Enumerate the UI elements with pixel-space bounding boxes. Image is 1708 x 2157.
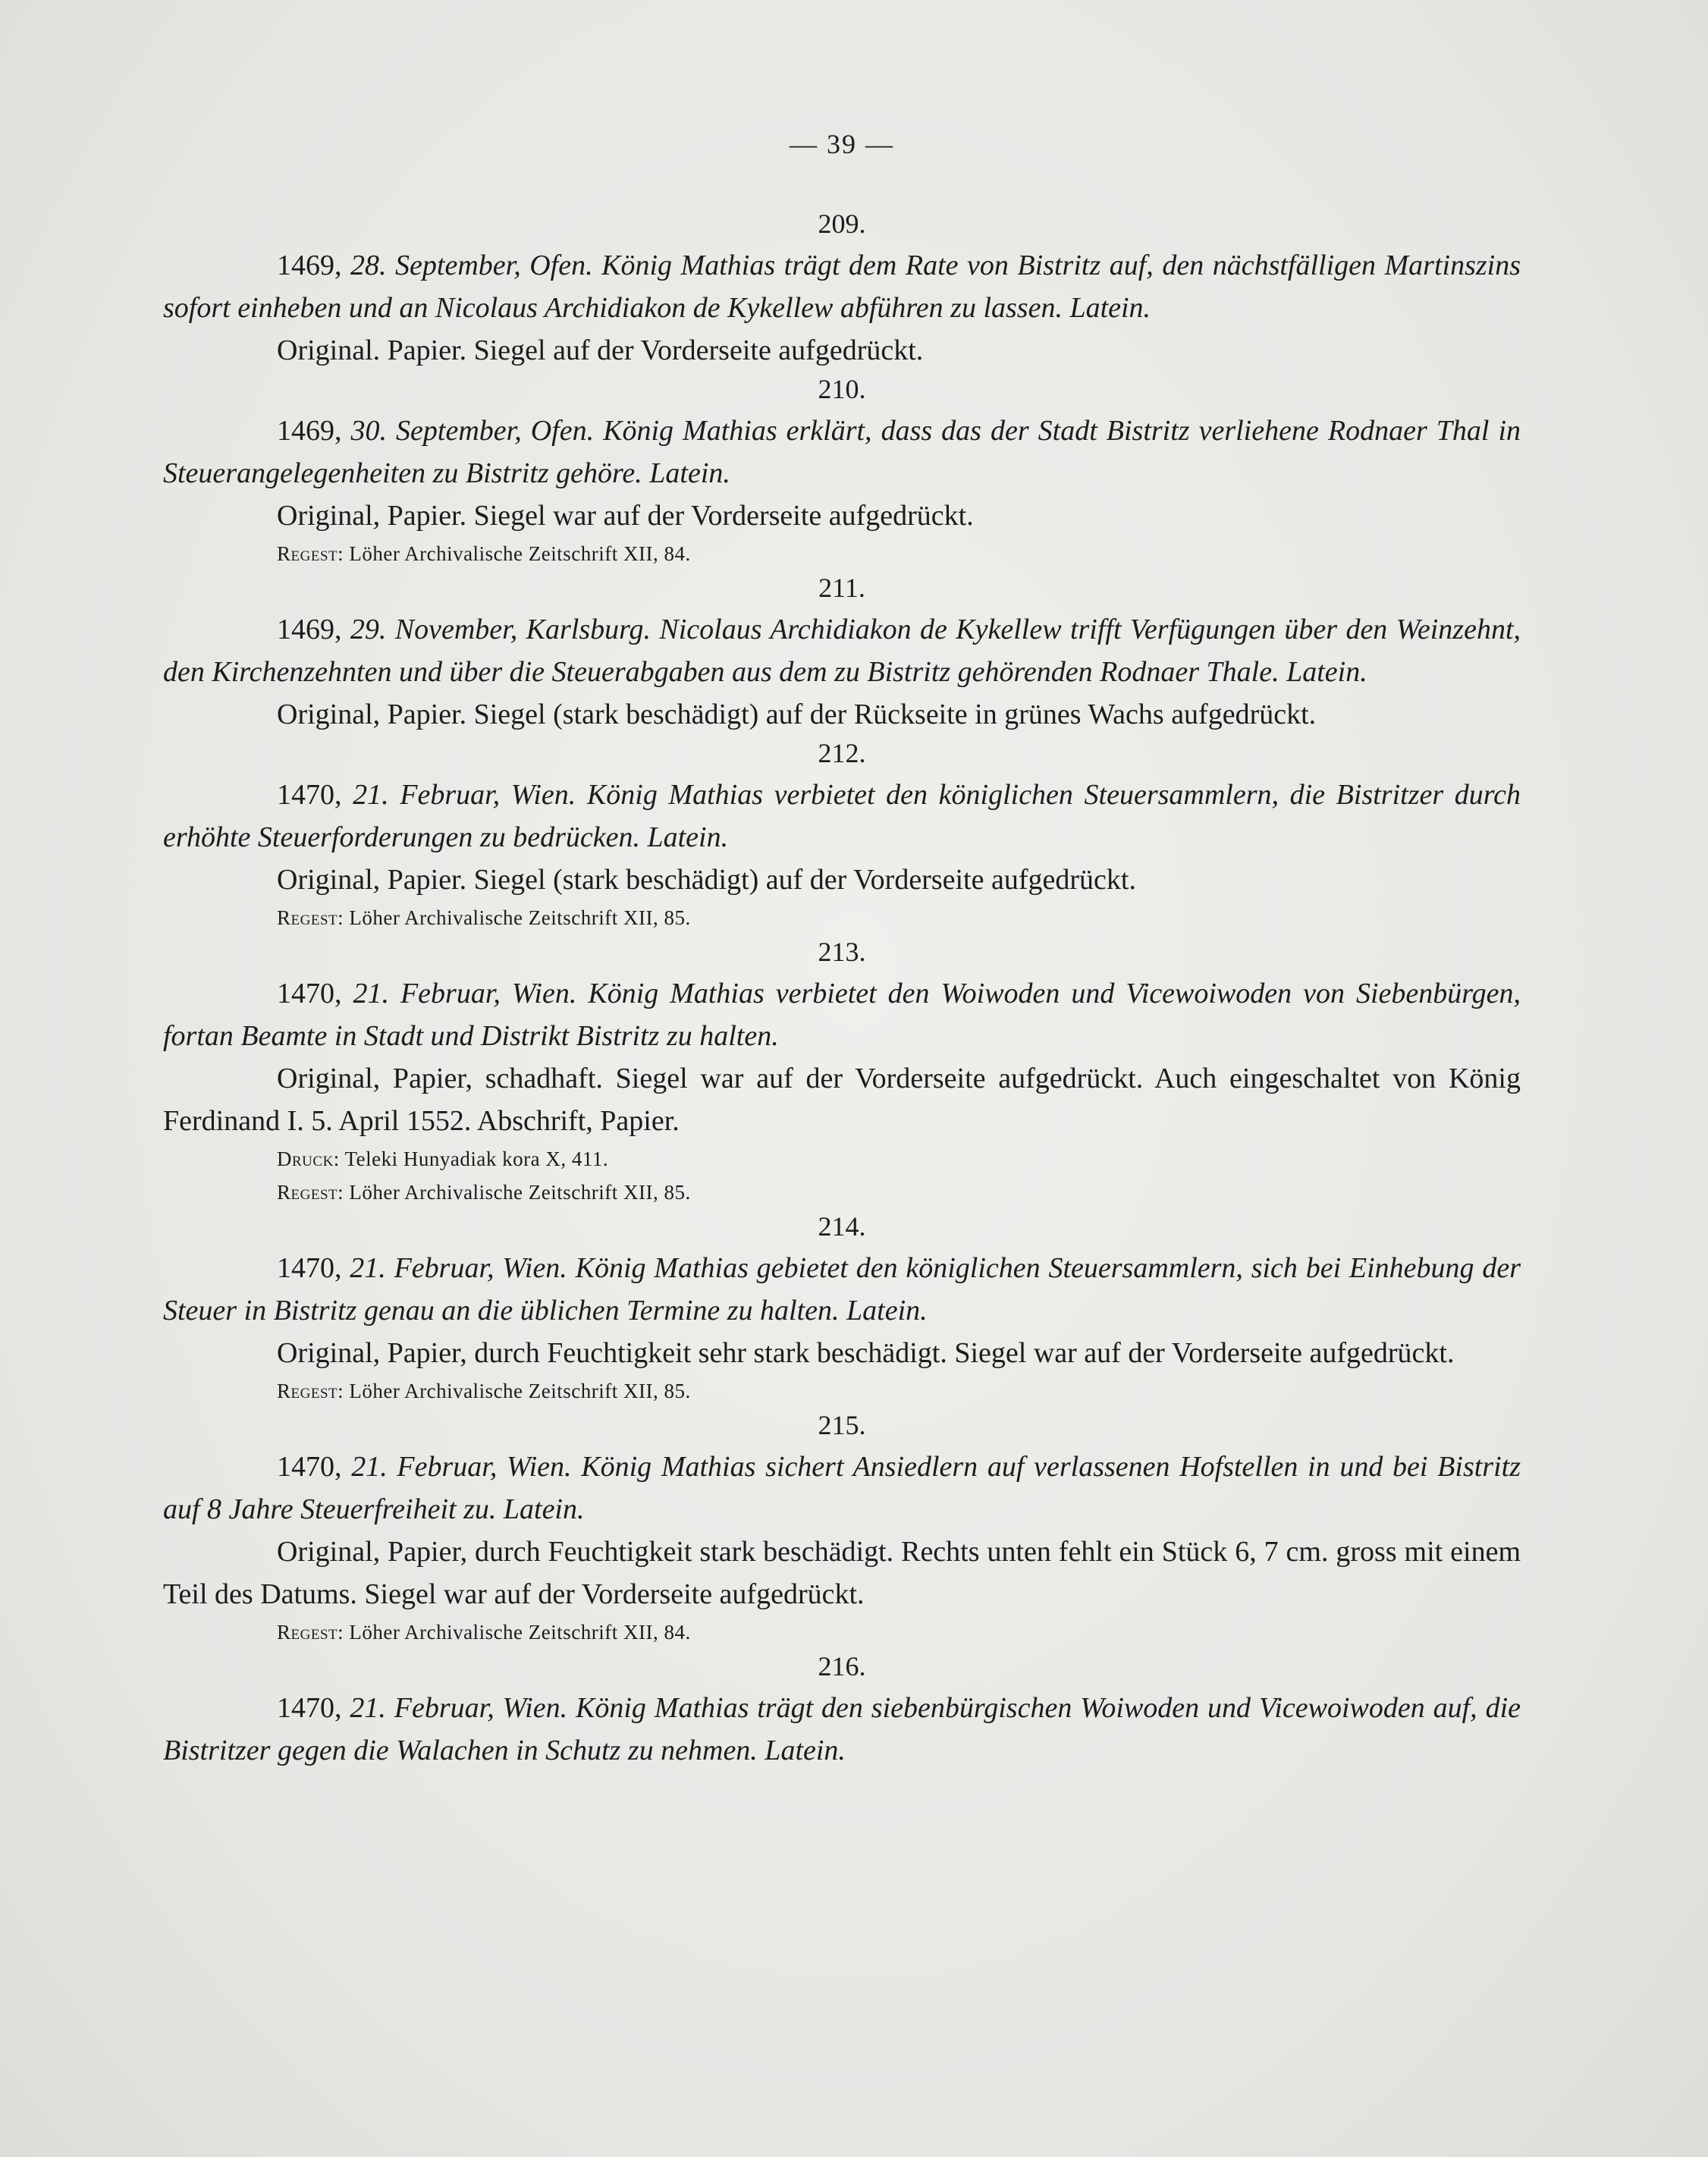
entry-number: 209. — [818, 209, 866, 239]
entry-reference — [163, 1374, 1521, 1408]
entry-year: 1470, — [277, 1451, 342, 1483]
entry-description — [163, 329, 1521, 372]
entry-regest — [163, 1446, 1521, 1531]
entry-text: König Mathias gebietet den königlichen Steuersammlern, sich bei Einhebung der Steuer in Bistritz genau an die üblichen Termine zu halten. Latein. — [163, 1252, 1521, 1327]
entry-description — [163, 1332, 1521, 1374]
entry-regest — [163, 1687, 1521, 1772]
entry-regest — [163, 774, 1521, 859]
entry-reference — [163, 1615, 1521, 1649]
entry-regest — [163, 972, 1521, 1057]
entry-regest — [163, 244, 1521, 329]
entry-text: König Mathias verbietet den königlichen Steuersammlern, die Bistritzer durch erhöhte Steuerforderungen zu bedrücken. Latein. — [163, 779, 1521, 853]
entry-number: 211. — [818, 573, 865, 603]
reference-label: Regest: — [277, 906, 344, 929]
entry-description-text: Original, Papier, durch Feuchtigkeit sehr stark beschädigt. Siegel war auf der Vorderseite aufgedrückt. — [277, 1337, 1455, 1369]
entry-year: 1469, — [277, 415, 342, 447]
entry-year: 1469, — [277, 614, 342, 645]
entry-date: 21. Februar, Wien. — [353, 779, 576, 811]
reference-label: Regest: — [277, 1181, 344, 1204]
entry-reference — [163, 537, 1521, 570]
entry-number: 214. — [818, 1211, 866, 1242]
entry-date: 21. Februar, Wien. — [350, 1692, 568, 1724]
entry-year: 1470, — [277, 1252, 342, 1284]
document-entry — [163, 1209, 1521, 1408]
entry-date: 21. Februar, Wien. — [351, 1451, 572, 1483]
entry-number: 213. — [818, 937, 866, 967]
document-entry — [163, 1649, 1521, 1772]
entry-description-text: Original, Papier, schadhaft. Siegel war auf der Vorderseite aufgedrückt. Auch eingeschaltet von König Ferdinand I. 5. April 1552. Abschrift, Papier. — [163, 1063, 1521, 1137]
entry-description-text: Original, Papier. Siegel (stark beschädigt) auf der Rückseite in grünes Wachs aufgedrückt. — [277, 699, 1317, 730]
entry-year: 1470, — [277, 978, 342, 1009]
reference-label: Regest: — [277, 1621, 344, 1644]
entry-date: 28. September, Ofen. — [350, 250, 593, 281]
reference-text: Löher Archivalische Zeitschrift XII, 84. — [349, 1621, 691, 1644]
entry-text: König Mathias trägt dem Rate von Bistritz auf, den nächstfälligen Martinszins sofort einheben und an Nicolaus Archidiakon de Kykellew abführen zu lassen. Latein. — [163, 250, 1521, 324]
entry-reference — [163, 901, 1521, 934]
entry-text: Nicolaus Archidiakon de Kykellew trifft Verfügungen über den Weinzehnt, den Kirchenzehnten und über die Steuerabgaben aus dem zu Bistritz gehörenden Rodnaer Thale. Latein. — [163, 614, 1521, 688]
document-entry — [163, 934, 1521, 1209]
entry-number: 210. — [818, 374, 866, 404]
document-entry — [163, 736, 1521, 934]
entry-regest — [163, 608, 1521, 693]
entries-list — [163, 206, 1521, 1772]
entry-date: 21. Februar, Wien. — [350, 1252, 567, 1284]
entry-year: 1469, — [277, 250, 342, 281]
reference-label: Regest: — [277, 542, 344, 565]
entry-description-text: Original, Papier. Siegel war auf der Vorderseite aufgedrückt. — [277, 500, 974, 532]
entry-regest — [163, 1247, 1521, 1332]
document-entry — [163, 372, 1521, 570]
reference-label: Regest: — [277, 1380, 344, 1402]
entry-reference — [163, 1142, 1521, 1176]
entry-number: 215. — [818, 1410, 866, 1440]
document-entry — [163, 570, 1521, 736]
entry-year: 1470, — [277, 779, 342, 811]
entry-description — [163, 1531, 1521, 1615]
entry-number: 212. — [818, 738, 866, 768]
entry-date: 21. Februar, Wien. — [353, 978, 577, 1009]
entry-date: 30. September, Ofen. — [350, 415, 595, 447]
reference-text: Löher Archivalische Zeitschrift XII, 84. — [349, 542, 691, 565]
entry-text: König Mathias erklärt, dass das der Stadt Bistritz verliehene Rodnaer Thal in Steuerangelegenheiten zu Bistritz gehöre. Latein. — [163, 415, 1521, 489]
entry-reference — [163, 1176, 1521, 1209]
entry-text: König Mathias sichert Ansiedlern auf verlassenen Hofstellen in und bei Bistritz auf 8 Jahre Steuerfreiheit zu. Latein. — [163, 1451, 1521, 1525]
entry-date: 29. November, Karlsburg. — [350, 614, 651, 645]
entry-year: 1470, — [277, 1692, 342, 1724]
page-content — [163, 127, 1521, 1772]
entry-description — [163, 693, 1521, 736]
entry-number: 216. — [818, 1651, 866, 1681]
reference-text: Teleki Hunyadiak kora X, 411. — [344, 1148, 609, 1170]
reference-text: Löher Archivalische Zeitschrift XII, 85. — [349, 1380, 691, 1402]
reference-label: Druck: — [277, 1148, 340, 1170]
entry-description — [163, 859, 1521, 901]
reference-text: Löher Archivalische Zeitschrift XII, 85. — [349, 1181, 691, 1204]
entry-regest — [163, 410, 1521, 495]
entry-description-text: Original. Papier. Siegel auf der Vorderseite aufgedrückt. — [277, 334, 924, 366]
entry-description-text: Original, Papier. Siegel (stark beschädigt) auf der Vorderseite aufgedrückt. — [277, 864, 1136, 896]
entry-text: König Mathias trägt den siebenbürgischen Woiwoden und Vicewoiwoden auf, die Bistritzer gegen die Walachen in Schutz zu nehmen. Latein. — [163, 1692, 1521, 1766]
entry-description — [163, 495, 1521, 537]
document-entry — [163, 206, 1521, 372]
entry-text: König Mathias verbietet den Woiwoden und Vicewoiwoden von Siebenbürgen, fortan Beamte in Stadt und Distrikt Bistritz zu halten. — [163, 978, 1521, 1052]
document-entry — [163, 1408, 1521, 1649]
reference-text: Löher Archivalische Zeitschrift XII, 85. — [349, 906, 691, 929]
entry-description — [163, 1057, 1521, 1142]
entry-description-text: Original, Papier, durch Feuchtigkeit stark beschädigt. Rechts unten fehlt ein Stück 6, 7 cm. gross mit einem Teil des Datums. Siegel war auf der Vorderseite aufgedrückt. — [163, 1536, 1521, 1610]
page-number: — 39 — — [790, 129, 894, 159]
